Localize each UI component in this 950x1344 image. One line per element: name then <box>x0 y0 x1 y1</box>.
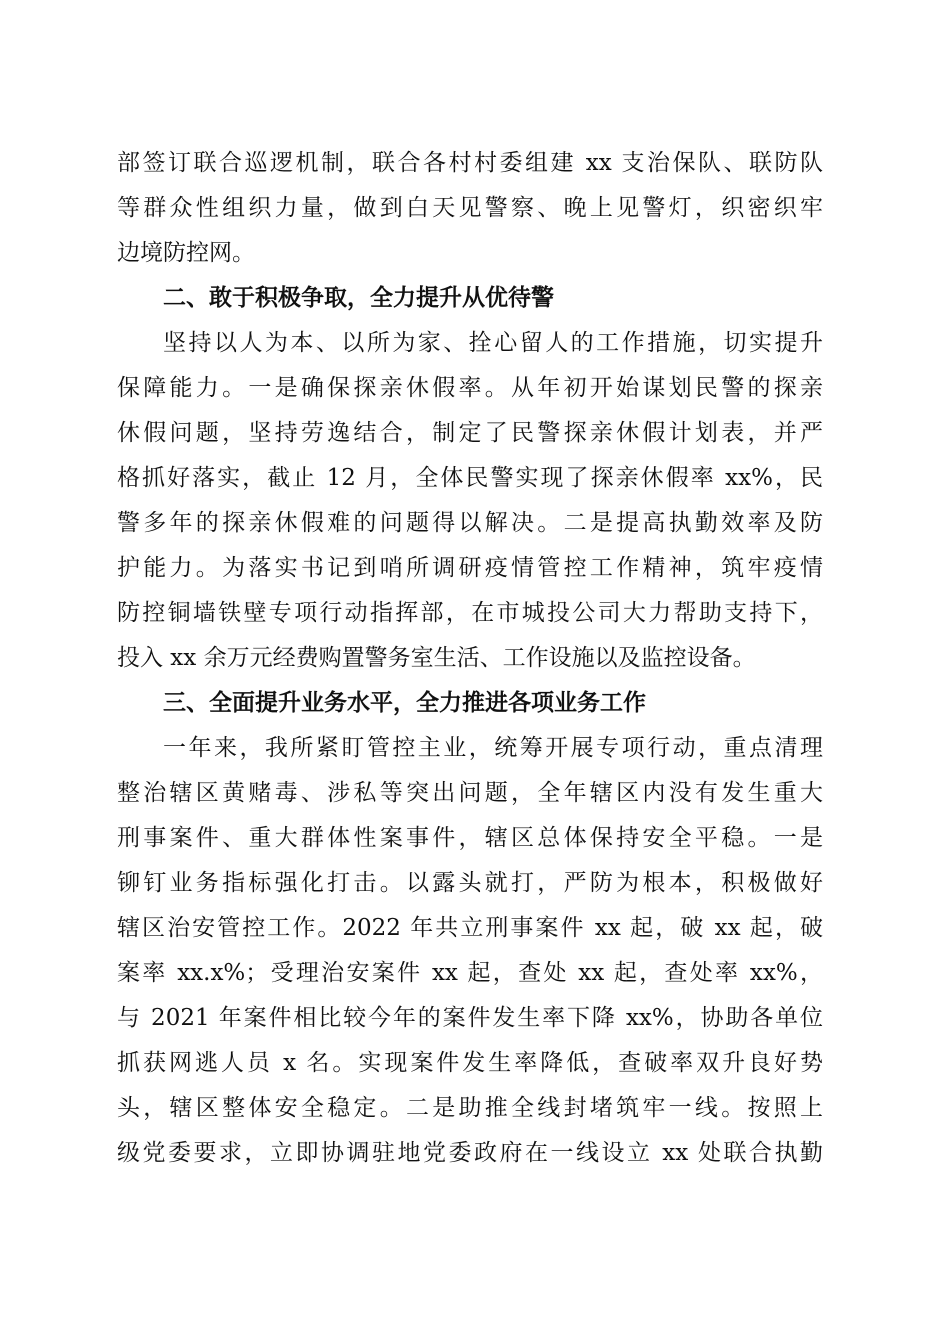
paragraph-line: 护能力。为落实书记到哨所调研疫情管控工作精神，筑牢疫情 <box>117 555 823 581</box>
paragraph-line: 边境防控网。 <box>117 240 255 266</box>
paragraph-line: 铆钉业务指标强化打击。以露头就打，严防为根本，积极做好 <box>117 870 823 896</box>
paragraph-line: 级党委要求，立即协调驻地党委政府在一线设立 xx 处联合执勤 <box>117 1140 823 1166</box>
paragraph-line: 坚持以人为本、以所为家、拴心留人的工作措施，切实提升 <box>163 330 823 356</box>
paragraph-line: 格抓好落实，截止 12 月，全体民警实现了探亲休假率 xx%，民 <box>117 465 823 491</box>
paragraph-line: 部签订联合巡逻机制，联合各村村委组建 xx 支治保队、联防队 <box>117 150 823 176</box>
paragraph-line: 休假问题，坚持劳逸结合，制定了民警探亲休假计划表，并严 <box>117 420 823 446</box>
paragraph-line: 防控铜墙铁壁专项行动指挥部，在市城投公司大力帮助支持下， <box>117 600 823 626</box>
paragraph-line: 警多年的探亲休假难的问题得以解决。二是提高执勤效率及防 <box>117 510 823 536</box>
paragraph-line: 刑事案件、重大群体性案事件，辖区总体保持安全平稳。一是 <box>117 825 823 851</box>
paragraph-line: 与 2021 年案件相比较今年的案件发生率下降 xx%，协助各单位 <box>117 1005 823 1031</box>
section-heading-3: 三、全面提升业务水平，全力推进各项业务工作 <box>163 690 646 716</box>
paragraph-line: 整治辖区黄赌毒、涉私等突出问题，全年辖区内没有发生重大 <box>117 780 823 806</box>
paragraph-line: 头，辖区整体安全稳定。二是助推全线封堵筑牢一线。按照上 <box>117 1095 823 1121</box>
section-heading-2: 二、敢于积极争取，全力提升从优待警 <box>163 285 554 311</box>
paragraph-line: 一年来，我所紧盯管控主业，统筹开展专项行动，重点清理 <box>163 735 823 761</box>
paragraph-line: 等群众性组织力量，做到白天见警察、晚上见警灯，织密织牢 <box>117 195 823 221</box>
paragraph-line: 投入 xx 余万元经费购置警务室生活、工作设施以及监控设备。 <box>117 645 756 671</box>
paragraph-line: 抓获网逃人员 x 名。实现案件发生率降低，查破率双升良好势 <box>117 1050 823 1076</box>
paragraph-line: 保障能力。一是确保探亲休假率。从年初开始谋划民警的探亲 <box>117 375 823 401</box>
paragraph-line: 案率 xx.x%；受理治安案件 xx 起，查处 xx 起，查处率 xx%， <box>117 960 823 986</box>
paragraph-line: 辖区治安管控工作。2022 年共立刑事案件 xx 起，破 xx 起，破 <box>117 915 823 941</box>
